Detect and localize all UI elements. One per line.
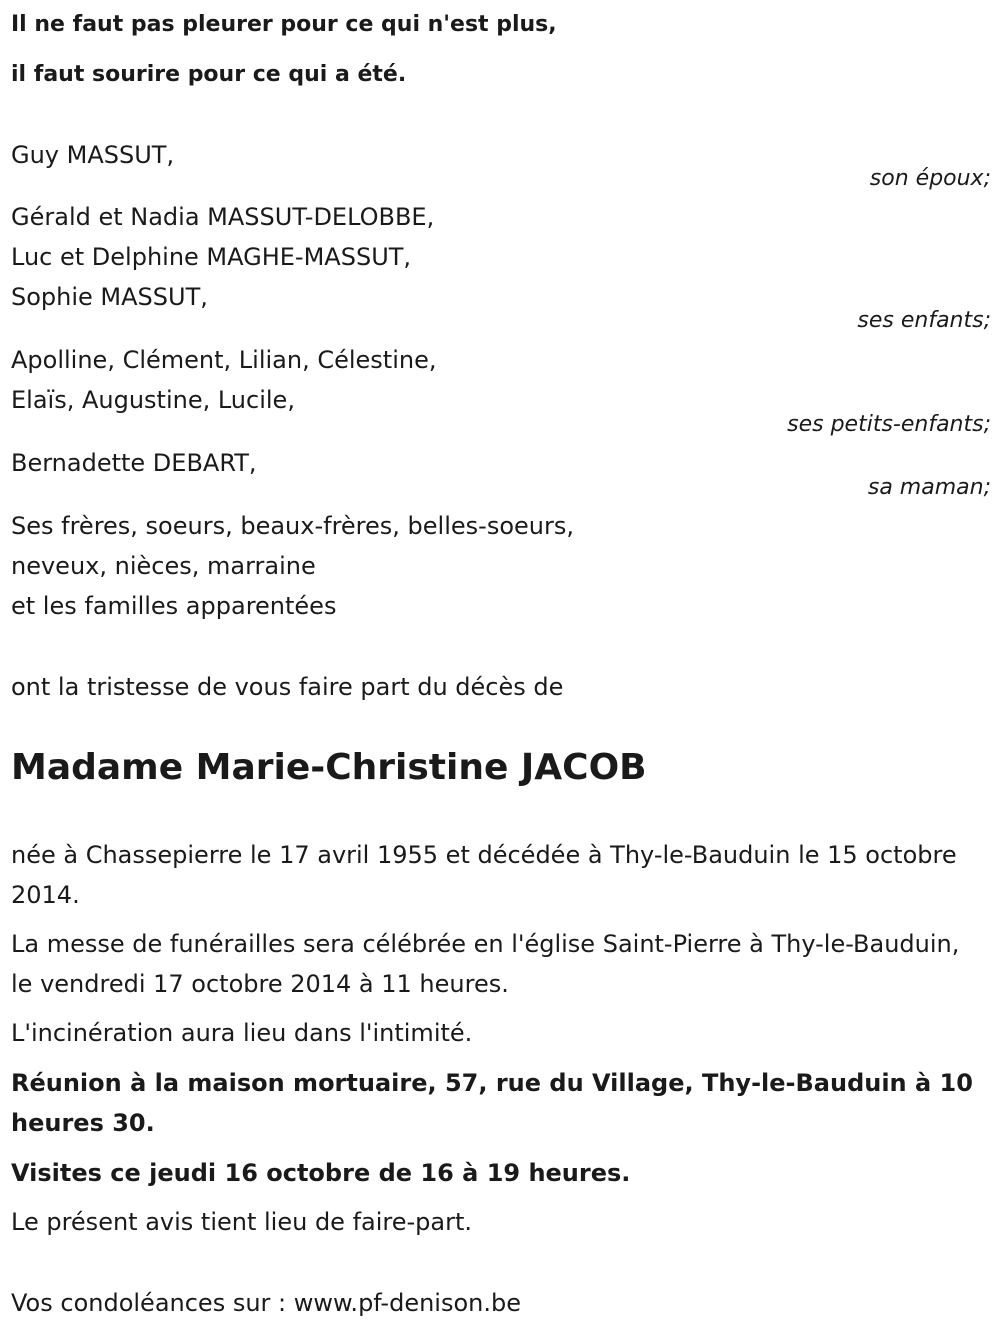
child-name-3: Sophie MASSUT, [11, 283, 208, 311]
notice-text: Le présent avis tient lieu de faire-part. [11, 1208, 473, 1236]
funeral-details: La messe de funérailles sera célébrée en l'église Saint-Pierre à Thy-le-Bauduin, le vendredi 17 octobre 2014 à 11 heures. [11, 930, 960, 998]
deceased-name: Madame Marie-Christine JACOB [11, 747, 647, 788]
grandchildren-line-1: Apolline, Clément, Lilian, Célestine, [11, 346, 437, 374]
child-name-2: Luc et Delphine MAGHE-MASSUT, [11, 243, 412, 271]
mother-name: Bernadette DEBART, [11, 449, 257, 477]
spouse-role: son époux; [869, 166, 991, 191]
cremation-details: L'incinération aura lieu dans l'intimité. [11, 1019, 473, 1047]
others-line-3: et les familles apparentées [11, 592, 337, 620]
child-name-1: Gérald et Nadia MASSUT-DELOBBE, [11, 203, 435, 231]
grandchildren-role: ses petits-enfants; [787, 412, 991, 437]
meeting-details: Réunion à la maison mortuaire, 57, rue du Village, Thy-le-Bauduin à 10 heures 30. [11, 1069, 973, 1137]
birth-death-details: née à Chassepierre le 17 avril 1955 et décédée à Thy-le-Bauduin le 15 octobre 2014. [11, 841, 957, 909]
quote-line-1: Il ne faut pas pleurer pour ce qui n'est plus, [11, 12, 557, 37]
others-line-2: neveux, nièces, marraine [11, 552, 316, 580]
announcement-text: ont la tristesse de vous faire part du décès de [11, 673, 564, 701]
mother-role: sa maman; [867, 475, 991, 500]
visits-details: Visites ce jeudi 16 octobre de 16 à 19 heures. [11, 1159, 631, 1187]
others-line-1: Ses frères, soeurs, beaux-frères, belles-soeurs, [11, 512, 574, 540]
condolences-link-text: Vos condoléances sur : www.pf-denison.be [11, 1289, 521, 1317]
children-role: ses enfants; [857, 308, 991, 333]
spouse-name: Guy MASSUT, [11, 141, 175, 169]
quote-line-2: il faut sourire pour ce qui a été. [11, 62, 407, 87]
grandchildren-line-2: Elaïs, Augustine, Lucile, [11, 386, 295, 414]
